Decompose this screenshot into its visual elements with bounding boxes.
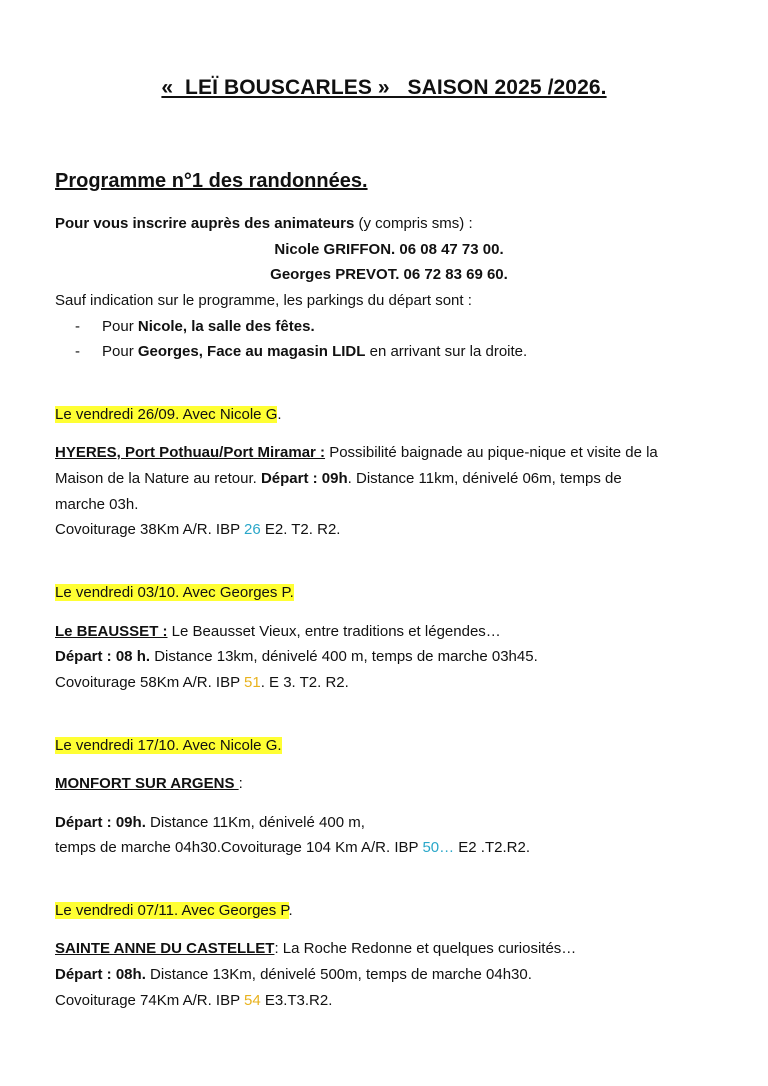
- document-title: « LEÏ BOUSCARLES » SAISON 2025 /2026.: [161, 76, 607, 99]
- ibp-value: 51: [244, 674, 261, 691]
- departure-time: Départ : 08h.: [55, 966, 146, 983]
- parking-prefix: Pour: [102, 343, 138, 360]
- ibp-value: 26: [244, 521, 261, 538]
- bullet-dash: -: [75, 343, 80, 360]
- program-heading: Programme n°1 des randonnées.: [55, 170, 368, 192]
- date-tail: .: [277, 406, 282, 423]
- hike-details-line: [55, 813, 365, 833]
- detail-text: Distance 13km, dénivelé 400 m, temps de marche 03h45.: [150, 648, 538, 665]
- date-highlight: Le vendredi 26/09. Avec Nicole G: [55, 406, 278, 423]
- date-highlight: Le vendredi 03/10. Avec Georges P.: [55, 584, 294, 601]
- hike-place-line: [55, 443, 658, 463]
- carpool-line: [55, 838, 530, 858]
- departure-time: Départ : 09h: [260, 470, 348, 487]
- register-rest: (y compris sms) :: [354, 215, 473, 232]
- difficulty-codes: E3.T3.R2.: [260, 992, 333, 1009]
- detail-text: Distance 11Km, dénivelé 400 m,: [145, 814, 365, 831]
- contact-georges: Georges PREVOT. 06 72 83 69 60.: [270, 266, 508, 283]
- hike-date: [55, 583, 294, 603]
- hike-details-cont: marche 03h.: [55, 496, 139, 513]
- date-highlight: Le vendredi 17/10. Avec Nicole G.: [55, 737, 282, 754]
- carpool-text: Covoiturage 38Km A/R. IBP: [55, 521, 244, 538]
- hike-place: HYERES, Port Pothuau/Port Miramar :: [55, 444, 326, 461]
- hike-place-line: [55, 622, 501, 642]
- parking-location: Georges, Face au magasin LIDL: [137, 343, 366, 360]
- carpool-text: temps de marche 04h30.Covoiturage 104 Km A/R. IBP: [55, 839, 423, 856]
- carpool-line: [55, 673, 349, 693]
- ibp-value: 50…: [422, 839, 455, 856]
- detail-text: Distance 13Km, dénivelé 500m, temps de marche 04h30.: [145, 966, 532, 983]
- parking-location: Nicole, la salle des fêtes.: [137, 318, 315, 335]
- bullet-dash: -: [75, 318, 80, 335]
- hike-date: [55, 901, 293, 921]
- contact-nicole: Nicole GRIFFON. 06 08 47 73 00.: [274, 241, 504, 258]
- ibp-value: 54: [244, 992, 261, 1009]
- hike-description: Le Beausset Vieux, entre traditions et légendes…: [167, 623, 501, 640]
- hike-place: Le BEAUSSET :: [55, 623, 168, 640]
- register-line: [55, 214, 473, 234]
- hike-details-line: [55, 469, 622, 489]
- parking-suffix: en arrivant sur la droite.: [365, 343, 528, 360]
- carpool-line: [55, 991, 332, 1011]
- departure-time: Départ : 08 h.: [55, 648, 151, 665]
- hike-description: Possibilité baignade au pique-nique et visite de la: [325, 444, 658, 461]
- difficulty-codes: . E 3. T2. R2.: [260, 674, 349, 691]
- departure-time: Départ : 09h.: [55, 814, 146, 831]
- carpool-line: [55, 520, 340, 540]
- hike-details-line: [55, 965, 532, 985]
- parking-prefix: Pour: [102, 318, 138, 335]
- carpool-text: Covoiturage 58Km A/R. IBP: [55, 674, 244, 691]
- hike-place-line: [55, 939, 576, 959]
- hike-details-line: [55, 647, 538, 667]
- hike-description: :: [238, 775, 243, 792]
- detail-text: . Distance 11km, dénivelé 06m, temps de: [347, 470, 622, 487]
- parking-item-georges: [75, 342, 527, 362]
- date-highlight: Le vendredi 07/11. Avec Georges P: [55, 902, 289, 919]
- hike-date: [55, 405, 282, 425]
- hike-place: MONFORT SUR ARGENS: [55, 775, 239, 792]
- carpool-text: Covoiturage 74Km A/R. IBP: [55, 992, 244, 1009]
- hike-description: : La Roche Redonne et quelques curiosités…: [274, 940, 577, 957]
- difficulty-codes: E2. T2. R2.: [260, 521, 341, 538]
- difficulty-codes: E2 .T2.R2.: [454, 839, 530, 856]
- hike-place-line: [55, 774, 243, 794]
- date-tail: .: [288, 902, 293, 919]
- hike-date: [55, 736, 282, 756]
- register-bold: Pour vous inscrire auprès des animateurs: [55, 215, 355, 232]
- parking-intro: Sauf indication sur le programme, les parkings du départ sont :: [55, 292, 472, 309]
- parking-item-nicole: [75, 317, 315, 337]
- hike-place: SAINTE ANNE DU CASTELLET: [55, 940, 275, 957]
- detail-text: Maison de la Nature au retour.: [55, 470, 261, 487]
